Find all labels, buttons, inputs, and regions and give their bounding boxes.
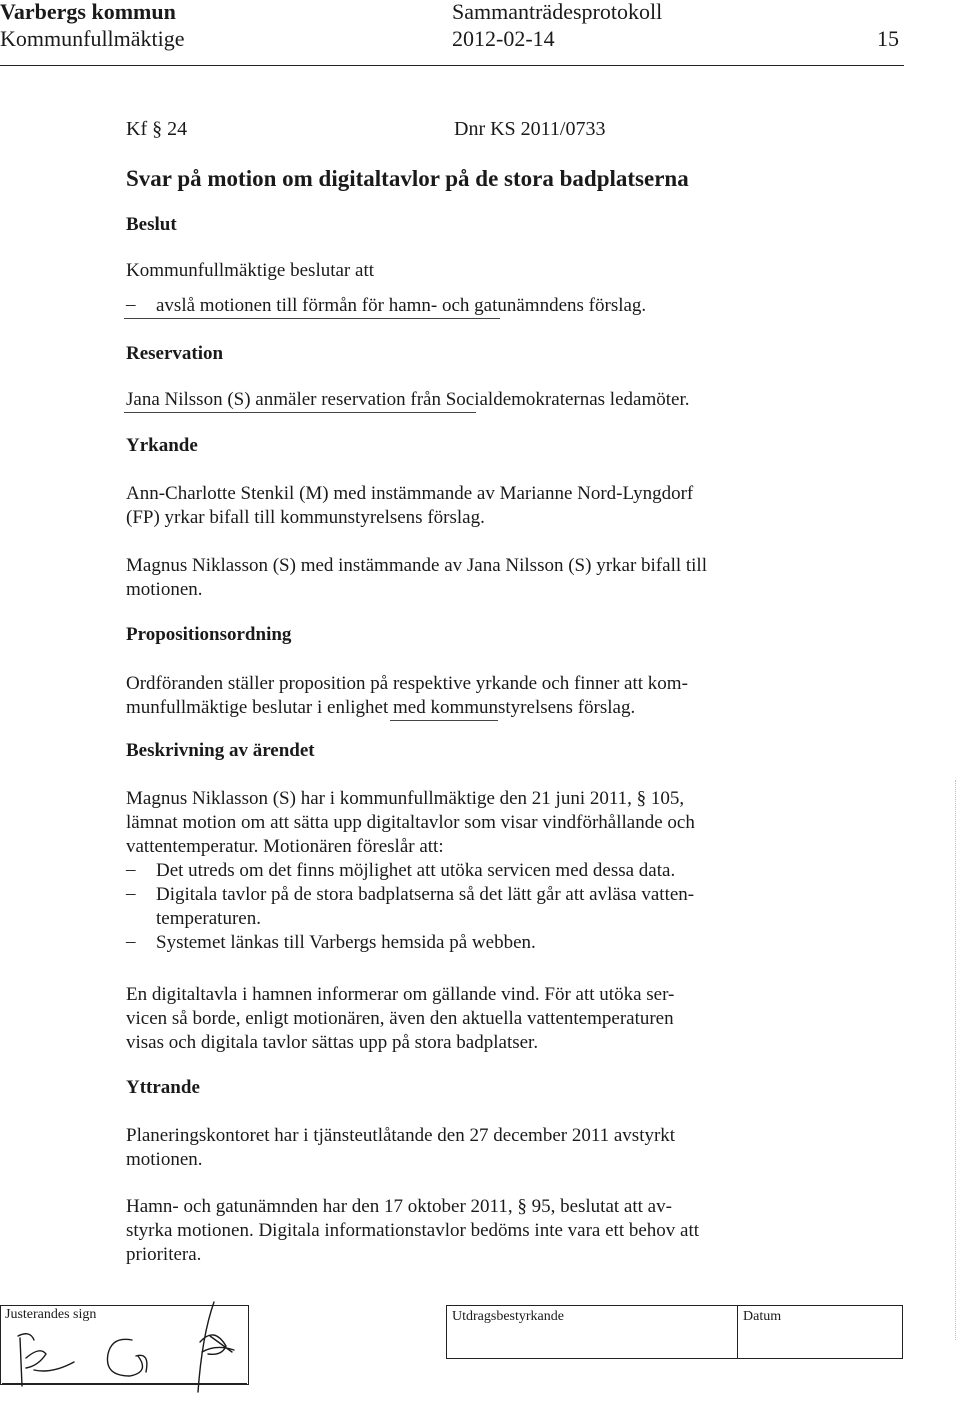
yrkande-heading: Yrkande xyxy=(126,435,198,456)
beskrivning-line3: vattentemperatur. Motionären föreslår att: xyxy=(126,836,444,857)
beskrivning-bullet-2-line2: temperaturen. xyxy=(156,908,261,929)
propositionsordning-line1: Ordföranden ställer proposition på respektive yrkande och finner att kom- xyxy=(126,673,688,694)
propositionsordning-line2: munfullmäktige beslutar i enlighet med kommunstyrelsens förslag. xyxy=(126,697,636,718)
yttrande-p1-line1: Planeringskontoret har i tjänsteutlåtande den 27 december 2011 avstyrkt xyxy=(126,1125,676,1146)
yttrande-p2-line1: Hamn- och gatunämnden har den 17 oktober 2011, § 95, beslutat att av- xyxy=(126,1196,672,1217)
signature-1 xyxy=(18,1334,74,1386)
beslut-heading: Beslut xyxy=(126,214,177,235)
yttrande-p1-line2: motionen. xyxy=(126,1149,203,1170)
beskrivning-dash-3: – xyxy=(126,931,136,952)
beskrivning-bullet-3: Systemet länkas till Varbergs hemsida på webben. xyxy=(156,932,536,953)
yrkande-p2-line2: motionen. xyxy=(126,579,203,600)
propositionsordning-heading: Propositionsordning xyxy=(126,624,292,645)
footer-justerandes-label: Justerandes sign xyxy=(5,1307,97,1322)
beskrivning-p2-line2: vicen så borde, enligt motionären, även den aktuella vattentemperaturen xyxy=(126,1008,674,1029)
yrkande-p1-line1: Ann-Charlotte Stenkil (M) med instämmande av Marianne Nord-Lyngdorf xyxy=(126,483,694,504)
yttrande-heading: Yttrande xyxy=(126,1077,200,1098)
beskrivning-dash-2: – xyxy=(126,883,136,904)
scan-edge xyxy=(955,780,956,1340)
reservation-heading: Reservation xyxy=(126,343,224,364)
handwritten-signatures xyxy=(0,1296,260,1396)
propositionsordning-underline xyxy=(390,720,498,721)
header-date: 2012-02-14 xyxy=(452,26,555,51)
reservation-underline xyxy=(124,412,476,413)
case-dnr: Dnr KS 2011/0733 xyxy=(454,118,606,140)
beslut-intro: Kommunfullmäktige beslutar att xyxy=(126,260,375,281)
beskrivning-bullet-2-line1: Digitala tavlor på de stora badplatserna så det lätt går att avläsa vatten- xyxy=(156,884,695,905)
reservation-text: Jana Nilsson (S) anmäler reservation från Socialdemokraternas ledamöter. xyxy=(126,389,690,410)
beskrivning-bullet-1: Det utreds om det finns möjlighet att utöka servicen med dessa data. xyxy=(156,860,676,881)
yrkande-p1-line2: (FP) yrkar bifall till kommunstyrelsens förslag. xyxy=(126,507,485,528)
beskrivning-heading: Beskrivning av ärendet xyxy=(126,740,315,761)
footer-datum-label: Datum xyxy=(743,1309,782,1324)
beskrivning-line1: Magnus Niklasson (S) har i kommunfullmäktige den 21 juni 2011, § 105, xyxy=(126,788,685,809)
beskrivning-dash-1: – xyxy=(126,859,136,880)
header-org: Varbergs kommun xyxy=(0,0,176,24)
case-title: Svar på motion om digitaltavlor på de stora badplatserna xyxy=(126,166,689,191)
yttrande-p2-line3: prioritera. xyxy=(126,1244,202,1265)
header-page-number: 15 xyxy=(877,26,899,51)
beskrivning-p2-line1: En digitaltavla i hamnen informerar om gällande vind. För att utöka ser- xyxy=(126,984,675,1005)
header-doc-type: Sammanträdesprotokoll xyxy=(452,0,663,24)
signature-2 xyxy=(107,1339,146,1376)
yrkande-p2-line1: Magnus Niklasson (S) med instämmande av Jana Nilsson (S) yrkar bifall till xyxy=(126,555,707,576)
beslut-dash: – xyxy=(126,294,136,315)
beskrivning-p2-line3: visas och digitala tavlor sättas upp på stora badplatser. xyxy=(126,1032,539,1053)
yttrande-p2-line2: styrka motionen. Digitala informationstavlor bedöms inte vara ett behov att xyxy=(126,1220,700,1241)
header-org-sub: Kommunfullmäktige xyxy=(0,26,185,51)
beslut-underline xyxy=(124,318,500,319)
header-rule xyxy=(0,65,904,66)
beskrivning-line2: lämnat motion om att sätta upp digitaltavlor som visar vindförhållande och xyxy=(126,812,695,833)
beslut-item: avslå motionen till förmån för hamn- och gatunämndens förslag. xyxy=(156,295,647,316)
signature-3 xyxy=(198,1302,234,1392)
case-paragraph: Kf § 24 xyxy=(126,118,188,140)
footer-utdrag-label: Utdragsbestyrkande xyxy=(452,1309,564,1324)
